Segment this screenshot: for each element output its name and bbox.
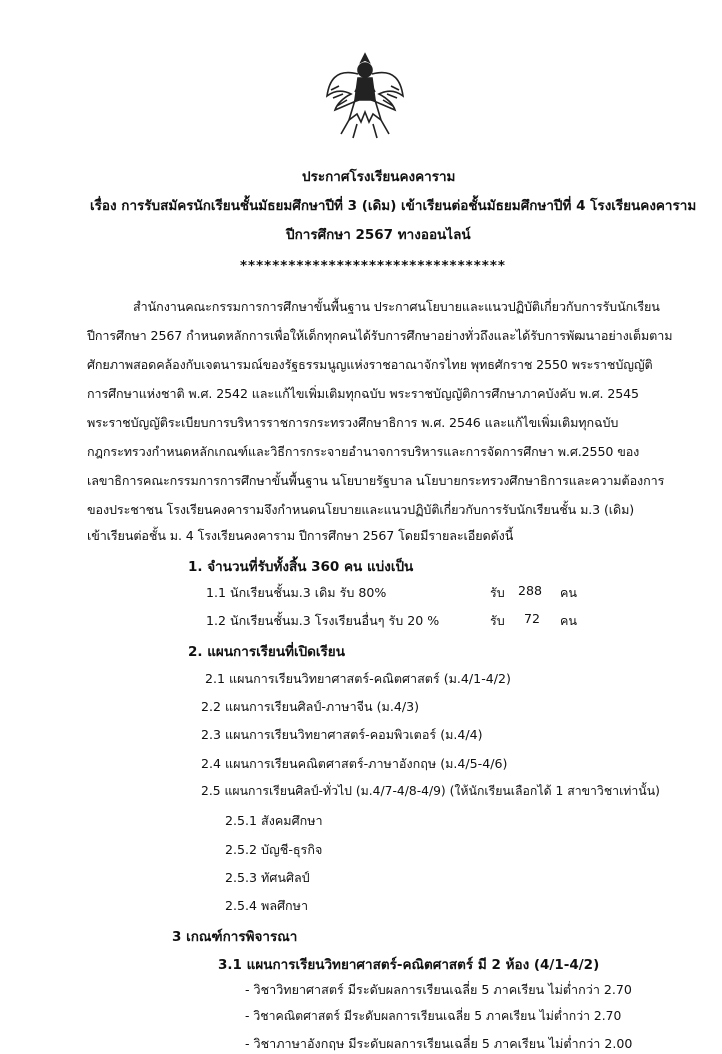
quota-row-accept: รับ	[490, 613, 505, 628]
quota-row-accept: รับ	[490, 585, 505, 600]
elective-subitem: 2.5.2 บัญชี-ธุรกิจ	[225, 842, 323, 857]
intro-line: สำนักงานคณะกรรมการการศึกษาขั้นพื้นฐาน ประกาศนโยบายและแนวปฏิบัติเกี่ยวกับการรับนักเรียน	[133, 299, 660, 314]
elective-subitem: 2.5.1 สังคมศึกษา	[225, 813, 323, 828]
study-plan-item: 2.1 แผนการเรียนวิทยาศาสตร์-คณิตศาสตร์ (ม.4/1-4/2)	[205, 671, 511, 686]
criteria-item: - วิชาวิทยาศาสตร์ มีระดับผลการเรียนเฉลี่ย 5 ภาคเรียน ไม่ต่ำกว่า 2.70	[245, 982, 632, 997]
quota-row-label: 1.1 นักเรียนชั้นม.3 เดิม รับ 80%	[206, 585, 387, 600]
intro-line: ศักยภาพสอดคล้องกับเจตนารมณ์ของรัฐธรรมนูญแห่งราชอาณาจักรไทย พุทธศักราช 2550 พระราชบัญญัติ	[87, 357, 653, 372]
separator-line: *********************************	[240, 258, 506, 274]
quota-row-count: 72	[524, 611, 541, 626]
intro-line: เลขาธิการคณะกรรมการการศึกษาขั้นพื้นฐาน นโยบายรัฐบาล นโยบายกระทรวงศึกษาธิการและความต้องการ	[87, 473, 665, 488]
academic-year-line: ปีการศึกษา 2567 ทางออนไลน์	[286, 227, 471, 243]
criteria-sub-heading: 3.1 แผนการเรียนวิทยาศาสตร์-คณิตศาสตร์ มี 2 ห้อง (4/1-4/2)	[218, 957, 600, 973]
quota-row-unit: คน	[560, 585, 578, 600]
announcement-title: ประกาศโรงเรียนคงคาราม	[302, 169, 456, 185]
section-2-heading: 2. แผนการเรียนที่เปิดเรียน	[188, 644, 345, 660]
criteria-item: - วิชาภาษาอังกฤษ มีระดับผลการเรียนเฉลี่ย 5 ภาคเรียน ไม่ต่ำกว่า 2.00	[245, 1036, 633, 1051]
study-plan-item: 2.3 แผนการเรียนวิทยาศาสตร์-คอมพิวเตอร์ (ม.4/4)	[201, 727, 483, 742]
quota-row-unit: คน	[560, 613, 578, 628]
intro-line: กฎกระทรวงกำหนดหลักเกณฑ์และวิธีการกระจายอำนาจการบริหารและการจัดการศึกษา พ.ศ.2550 ของ	[87, 444, 640, 459]
study-plan-item: 2.4 แผนการเรียนคณิตศาสตร์-ภาษาอังกฤษ (ม.4/5-4/6)	[201, 756, 508, 771]
criteria-item: - วิชาคณิตศาสตร์ มีระดับผลการเรียนเฉลี่ย 5 ภาคเรียน ไม่ต่ำกว่า 2.70	[245, 1009, 622, 1023]
study-plan-item: 2.2 แผนการเรียนศิลป์-ภาษาจีน (ม.4/3)	[201, 699, 420, 714]
quota-row-label: 1.2 นักเรียนชั้นม.3 โรงเรียนอื่นๆ รับ 20 %	[206, 613, 440, 628]
garuda-emblem-icon	[325, 50, 405, 140]
section-1-heading: 1. จำนวนที่รับทั้งสิ้น 360 คน แบ่งเป็น	[188, 559, 414, 575]
study-plan-item: 2.5 แผนการเรียนศิลป์-ทั่วไป (ม.4/7-4/8-4/9) (ให้นักเรียนเลือกได้ 1 สาขาวิชาเท่านั้น)	[201, 784, 660, 798]
intro-line: เข้าเรียนต่อชั้น ม. 4 โรงเรียนคงคาราม ปีการศึกษา 2567 โดยมีรายละเอียดดังนี้	[87, 528, 514, 543]
intro-line: พระราชบัญญัติระเบียบการบริหารราชการกระทรวงศึกษาธิการ พ.ศ. 2546 และแก้ไขเพิ่มเติมทุกฉบับ	[87, 415, 619, 430]
intro-line: ปีการศึกษา 2567 กำหนดหลักการเพื่อให้เด็กทุกคนได้รับการศึกษาอย่างทั่วถึงและได้รับการพัฒนาอย่างเต็มตาม	[87, 328, 673, 343]
quota-row-count: 288	[518, 583, 543, 598]
intro-line: การศึกษาแห่งชาติ พ.ศ. 2542 และแก้ไขเพิ่มเติมทุกฉบับ พระราชบัญญัติการศึกษาภาคบังคับ พ.ศ. 2545	[87, 386, 639, 401]
section-3-heading: 3 เกณฑ์การพิจารณา	[172, 929, 298, 945]
elective-subitem: 2.5.4 พลศึกษา	[225, 898, 309, 913]
intro-line: ของประชาชน โรงเรียนคงคารามจึงกำหนดนโยบายและแนวปฏิบัติเกี่ยวกับการรับนักเรียนชั้น ม.3 (เดิม)	[87, 502, 635, 517]
announcement-subject: เรื่อง การรับสมัครนักเรียนชั้นมัธยมศึกษาปีที่ 3 (เดิม) เข้าเรียนต่อชั้นมัธยมศึกษาปีที่ 4 โรงเรียนคงคาราม	[90, 198, 697, 214]
elective-subitem: 2.5.3 ทัศนศิลป์	[225, 870, 310, 885]
